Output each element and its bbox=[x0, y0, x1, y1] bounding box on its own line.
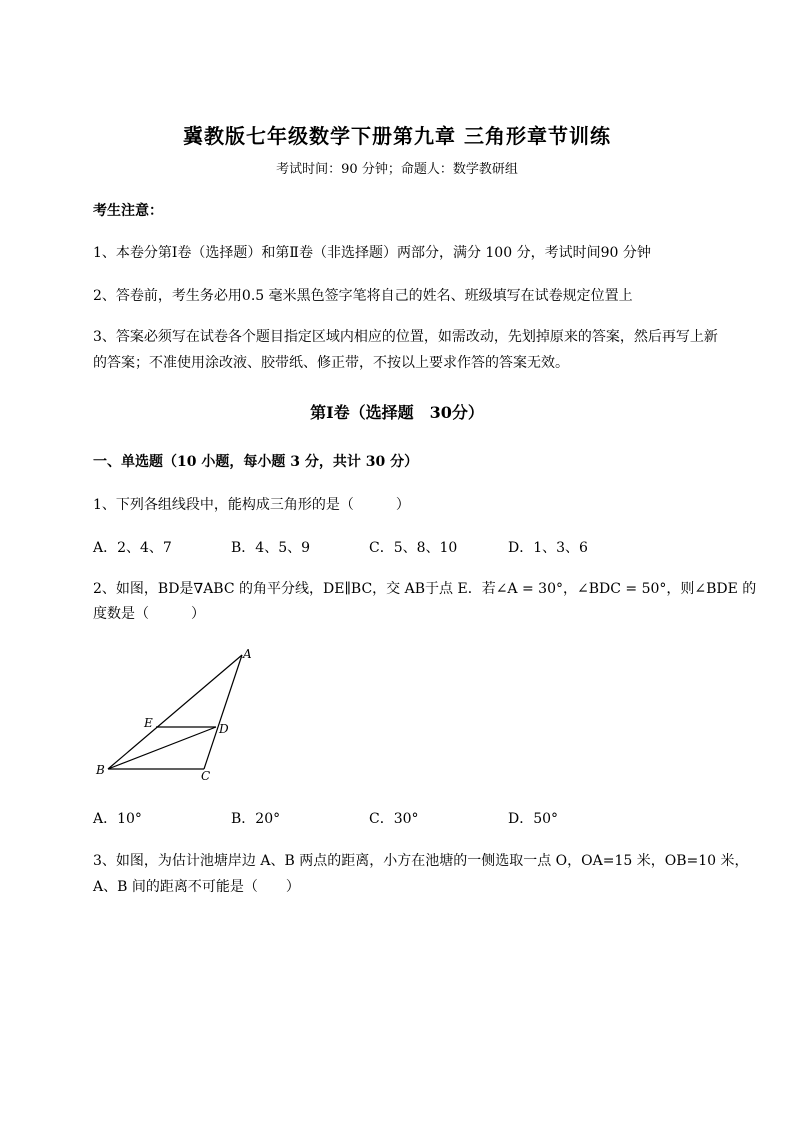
question-3-stem-cont: A、B 间的距离不可能是（ ） bbox=[93, 879, 300, 895]
label-e: E bbox=[144, 716, 153, 730]
notice-item: 1、本卷分第Ⅰ卷（选择题）和第Ⅱ卷（非选择题）两部分，满分 100 分，考试时间90 分钟 bbox=[93, 245, 651, 261]
notice-item: 的答案；不准使用涂改液、胶带纸、修正带，不按以上要求作答的答案无效。 bbox=[93, 355, 569, 371]
section-title: 第Ⅰ卷（选择题 30分） bbox=[310, 403, 484, 422]
exam-info: 考试时间：90 分钟；命题人：数学教研组 bbox=[276, 162, 518, 177]
question-2-option-a: A．10° bbox=[93, 811, 142, 827]
question-1-option-c: C．5、8、10 bbox=[369, 540, 458, 556]
question-3-stem: 3、如图，为估计池塘岸边 A、B 两点的距离，小方在池塘的一侧选取一点 O，OA=15 米，OB=10 米， bbox=[93, 853, 749, 869]
notice-item: 3、答案必须写在试卷各个题目指定区域内相应的位置，如需改动，先划掉原来的答案，然后再写上新 bbox=[93, 329, 718, 345]
question-1-option-d: D．1、3、6 bbox=[508, 540, 588, 556]
question-2-stem-cont: 度数是（ ） bbox=[93, 606, 205, 622]
page-title: 冀教版七年级数学下册第九章 三角形章节训练 bbox=[183, 124, 611, 148]
question-2-option-c: C．30° bbox=[369, 811, 419, 827]
segment-ab bbox=[108, 655, 242, 769]
question-1-option-b: B．4、5、9 bbox=[231, 540, 311, 556]
label-b: B bbox=[96, 763, 105, 777]
notice-heading: 考生注意： bbox=[93, 203, 163, 219]
notice-item: 2、答卷前，考生务必用0.5 毫米黑色签字笔将自己的姓名、班级填写在试卷规定位置上 bbox=[93, 288, 633, 304]
question-2-stem: 2、如图，BD是∇ABC 的角平分线，DE∥BC，交 AB于点 E．若∠A = 30°，∠BDC = 50°，则∠BDE 的 bbox=[93, 581, 757, 597]
segment-ac bbox=[204, 655, 242, 769]
question-2-option-d: D．50° bbox=[508, 811, 559, 827]
triangle-figure bbox=[90, 640, 270, 785]
label-d: D bbox=[219, 722, 229, 736]
label-a: A bbox=[243, 647, 252, 661]
question-1-option-a: A．2、4、7 bbox=[93, 540, 172, 556]
question-2-option-b: B．20° bbox=[231, 811, 281, 827]
segment-bd bbox=[108, 727, 216, 769]
question-1-stem: 1、下列各组线段中，能构成三角形的是（ ） bbox=[93, 497, 410, 513]
label-c: C bbox=[201, 769, 211, 783]
part-title: 一、单选题（10 小题，每小题 3 分，共计 30 分） bbox=[93, 454, 419, 470]
